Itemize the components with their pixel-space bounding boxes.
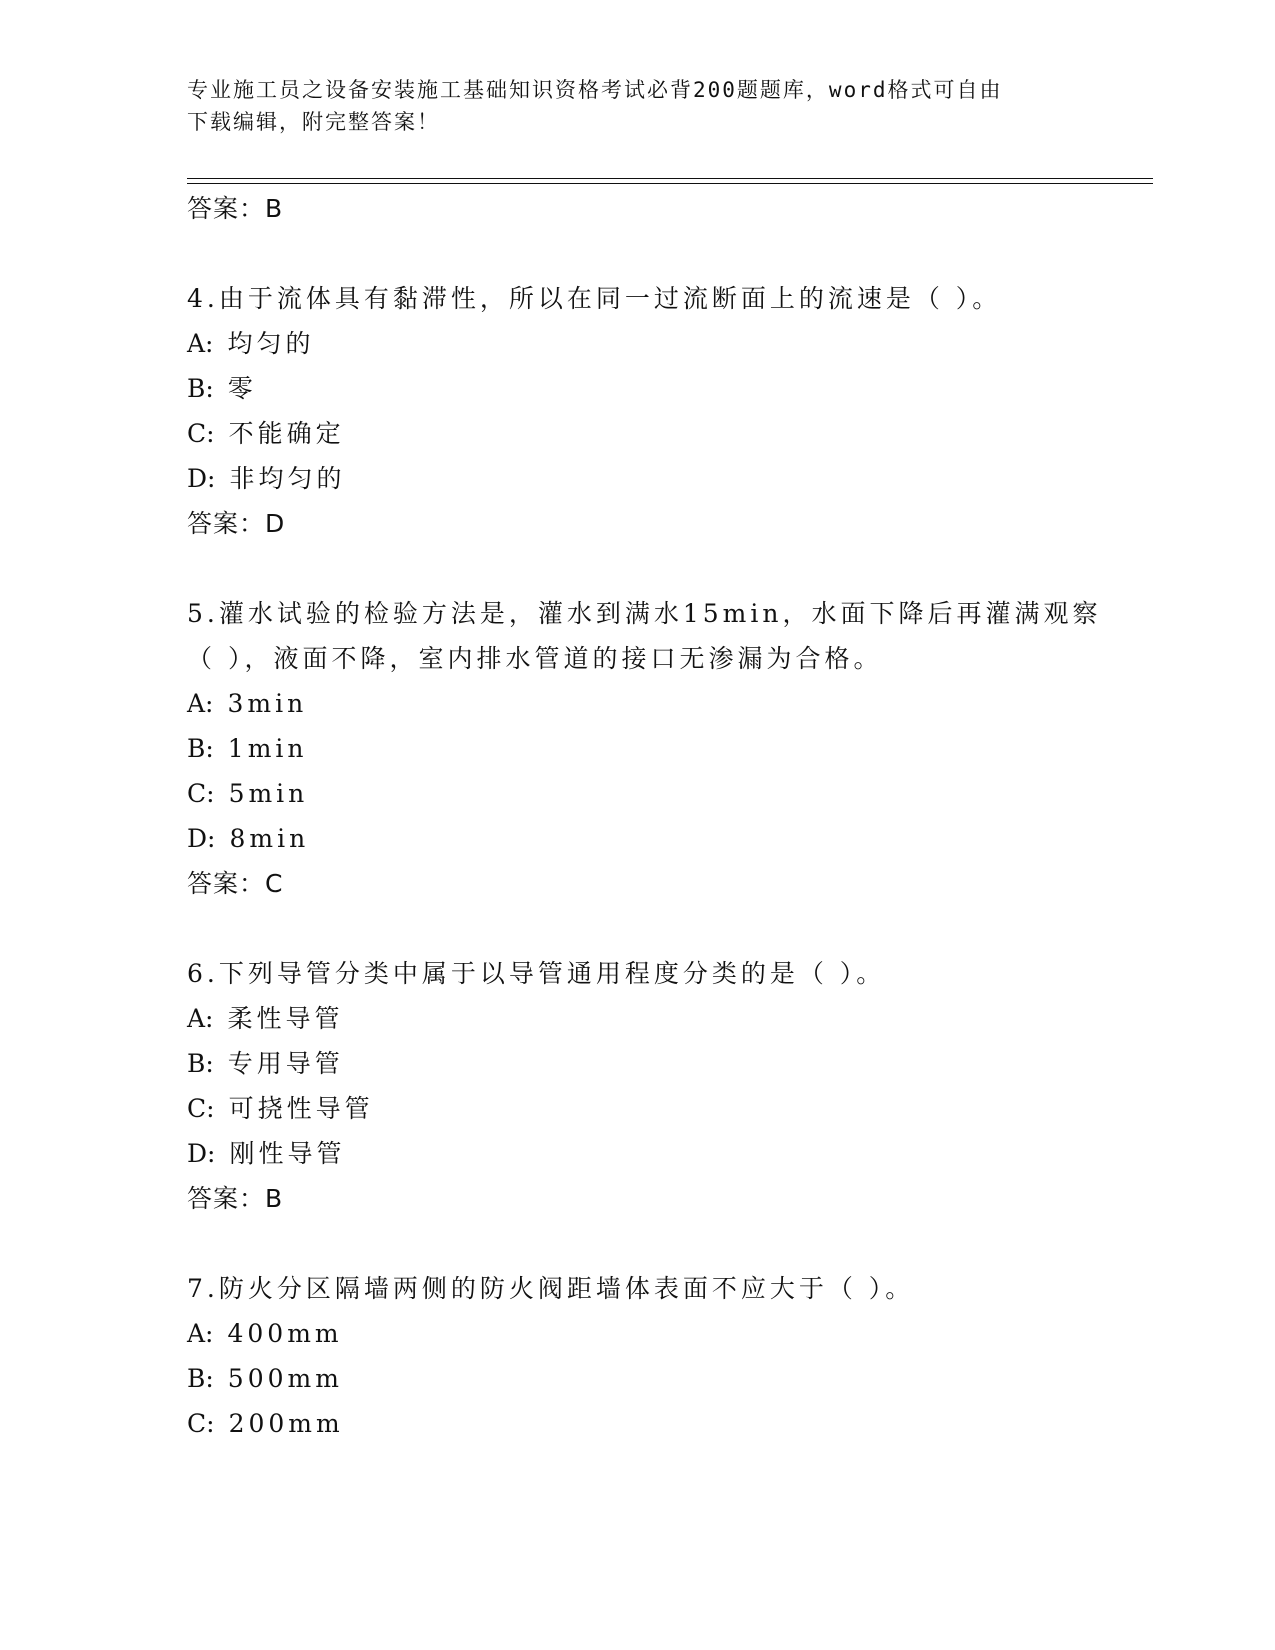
question-6-option-d bbox=[187, 1134, 345, 1174]
option-key: D: bbox=[187, 464, 216, 493]
question-6-option-b bbox=[187, 1044, 344, 1084]
option-text: 柔性导管 bbox=[227, 1004, 344, 1033]
option-text: 不能确定 bbox=[228, 419, 345, 448]
question-5-stem-line-1: 5.灌水试验的检验方法是，灌水到满水15min，水面下降后再灌满观察 bbox=[187, 599, 1102, 628]
question-6-option-c bbox=[187, 1089, 374, 1129]
option-key: A: bbox=[187, 329, 214, 358]
previous-answer: 答案：B bbox=[187, 194, 284, 223]
option-text: 500mm bbox=[227, 1364, 343, 1393]
header-line-2: 下载编辑，附完整答案！ bbox=[187, 110, 440, 134]
question-5-option-c bbox=[187, 774, 308, 814]
question-6-stem: 6.下列导管分类中属于以导管通用程度分类的是（ ）。 bbox=[187, 959, 886, 988]
option-key: A: bbox=[187, 689, 214, 718]
option-key: D: bbox=[187, 1139, 216, 1168]
option-key: A: bbox=[187, 1319, 214, 1348]
question-4-option-d bbox=[187, 459, 345, 499]
question-6-answer: 答案：B bbox=[187, 1184, 284, 1213]
option-text: 非均匀的 bbox=[229, 464, 346, 493]
option-key: A: bbox=[187, 1004, 214, 1033]
header-divider-top bbox=[187, 178, 1153, 179]
option-key: C: bbox=[187, 1094, 215, 1123]
option-text: 200mm bbox=[228, 1409, 344, 1438]
document-header bbox=[187, 74, 1067, 138]
question-4-option-a bbox=[187, 324, 315, 364]
question-5-stem-line-2: （ ），液面不降，室内排水管道的接口无渗漏为合格。 bbox=[187, 644, 883, 673]
option-key: C: bbox=[187, 779, 215, 808]
question-4-stem: 4.由于流体具有黏滞性，所以在同一过流断面上的流速是（ ）。 bbox=[187, 284, 1002, 313]
option-key: D: bbox=[187, 824, 216, 853]
question-5-option-d bbox=[187, 819, 309, 859]
option-key: B: bbox=[187, 374, 214, 403]
option-text: 400mm bbox=[227, 1319, 343, 1348]
option-key: B: bbox=[187, 1049, 214, 1078]
option-text: 均匀的 bbox=[227, 329, 315, 358]
question-7-option-c bbox=[187, 1404, 344, 1444]
question-6-option-a bbox=[187, 999, 344, 1039]
question-4-option-c bbox=[187, 414, 345, 454]
option-text: 可挠性导管 bbox=[228, 1094, 374, 1123]
option-text: 零 bbox=[227, 374, 257, 403]
option-text: 8min bbox=[229, 824, 310, 853]
question-5-answer: 答案：C bbox=[187, 869, 284, 898]
option-text: 专用导管 bbox=[227, 1049, 344, 1078]
question-7-option-b bbox=[187, 1359, 343, 1399]
option-key: C: bbox=[187, 419, 215, 448]
question-5-option-b bbox=[187, 729, 308, 769]
option-key: C: bbox=[187, 1409, 215, 1438]
option-key: B: bbox=[187, 1364, 214, 1393]
option-text: 3min bbox=[227, 689, 308, 718]
option-key: B: bbox=[187, 734, 214, 763]
header-line-1: 专业施工员之设备安装施工基础知识资格考试必背200题题库，word格式可自由 bbox=[187, 78, 1003, 102]
header-divider-bottom bbox=[187, 183, 1153, 184]
question-7-stem: 7.防火分区隔墙两侧的防火阀距墙体表面不应大于（ ）。 bbox=[187, 1274, 915, 1303]
question-5-option-a bbox=[187, 684, 307, 724]
question-4-answer: 答案：D bbox=[187, 509, 286, 538]
question-4-option-b bbox=[187, 369, 257, 409]
option-text: 1min bbox=[227, 734, 308, 763]
question-7-option-a bbox=[187, 1314, 343, 1354]
option-text: 5min bbox=[228, 779, 309, 808]
option-text: 刚性导管 bbox=[229, 1139, 346, 1168]
